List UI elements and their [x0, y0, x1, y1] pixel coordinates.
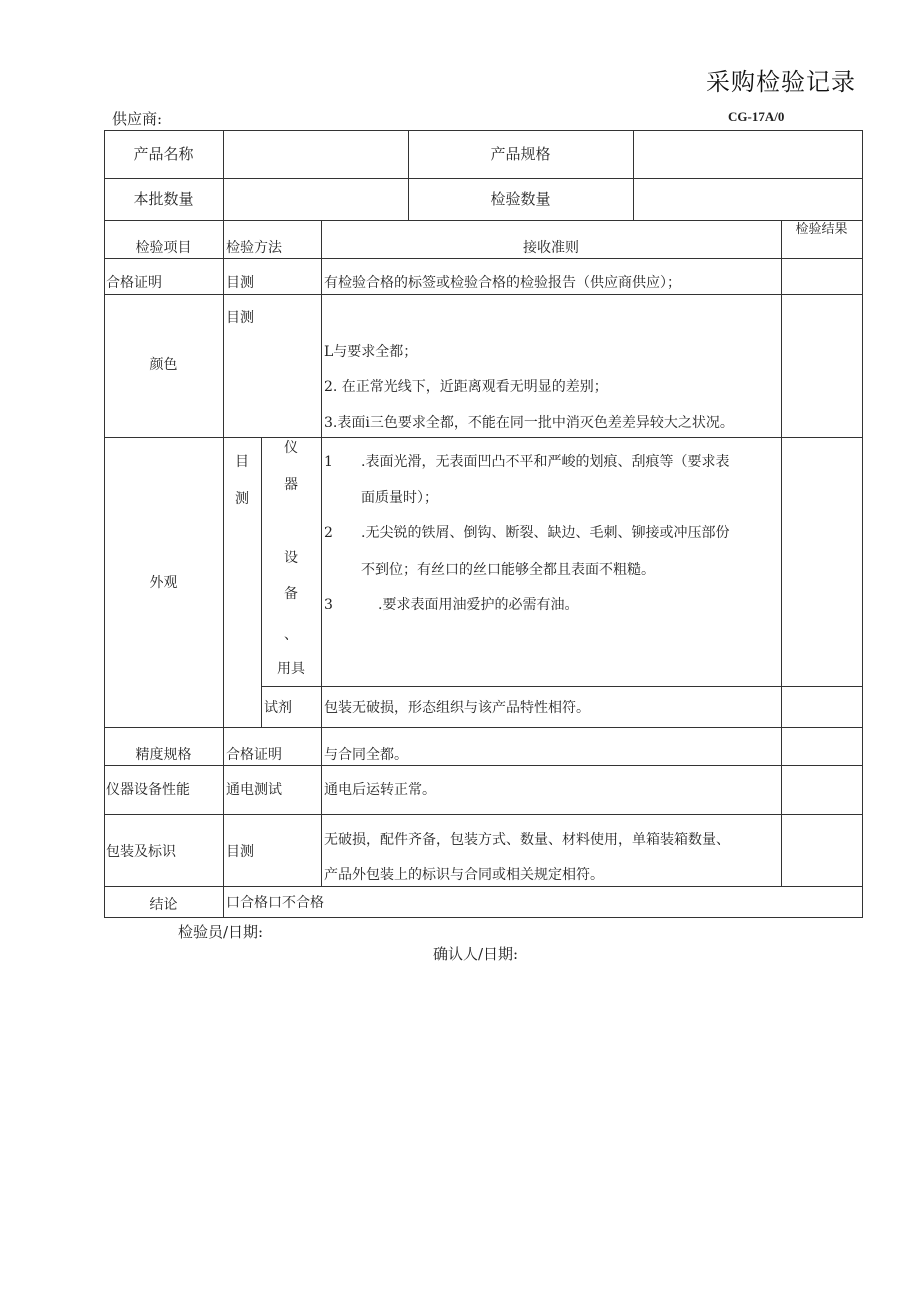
row-color-criteria-1: L与要求全都；: [324, 344, 418, 360]
row-appearance-item: 外观: [149, 575, 178, 591]
row-appearance-criteria-2b: 不到位；有丝口的丝口能够全都且表面不粗糙。: [361, 562, 655, 578]
row-instrument-method: 通电测试: [226, 782, 282, 798]
document-title: 采购检验记录: [706, 68, 856, 96]
row-conclusion-item: 结论: [149, 897, 178, 913]
row-appearance-reagent-criteria: 包装无破损，形态组织与该产品特性相符。: [324, 700, 590, 716]
row-appearance-criteria-1b: 面质量时）；: [361, 490, 438, 506]
row-color-criteria-3: 3.表面i三色要求全都，不能在同一批中消灭色差差异较大之状况。: [324, 415, 734, 431]
row-appearance-method-b-4: 备: [284, 586, 298, 602]
col-header-item: 检验项目: [135, 240, 192, 256]
row-packaging-criteria-2: 产品外包装上的标识与合同或相关规定相符。: [324, 867, 604, 883]
row-appearance-criteria-1a: .表面光滑，无表面凹凸不平和严峻的划痕、刮痕等（要求表: [361, 454, 730, 470]
product-name-label: 产品名称: [133, 145, 194, 163]
row-instrument-criteria: 通电后运转正常。: [324, 782, 436, 798]
row-cert-method: 目测: [226, 275, 254, 291]
row-appearance-method-a-1: 目: [235, 454, 249, 470]
row-appearance-num-2: 2: [324, 525, 333, 541]
row-appearance-reagent: 试剂: [264, 700, 292, 716]
col-header-criteria: 接收准则: [523, 240, 579, 256]
row-appearance-num-3: 3: [324, 597, 333, 613]
row-precision-item: 精度规格: [135, 747, 192, 763]
confirmer-date-label: 确认人/日期:: [433, 945, 519, 963]
row-appearance-method-b-3: 设: [284, 550, 298, 566]
row-packaging-method: 目测: [226, 844, 254, 860]
document-number: CG-17A/0: [728, 109, 785, 124]
inspect-qty-label: 检验数量: [490, 190, 551, 208]
batch-qty-label: 本批数量: [133, 190, 194, 208]
row-appearance-criteria-3: .要求表面用油爱护的必需有油。: [378, 597, 579, 613]
row-precision-criteria: 与合同全都。: [324, 747, 408, 763]
row-appearance-num-1: 1: [324, 454, 333, 470]
row-appearance-method-b-5: 、: [284, 627, 298, 643]
col-header-result: 检验结果: [795, 222, 848, 237]
row-appearance-method-b-2: 器: [284, 477, 298, 493]
row-appearance-method-b-6: 用具: [277, 661, 305, 677]
row-precision-method: 合格证明: [226, 747, 282, 763]
row-appearance-criteria-2a: .无尖锐的铁屑、倒钩、断裂、缺边、毛刺、铆接或冲压部份: [361, 525, 730, 541]
col-header-method: 检验方法: [226, 240, 282, 256]
product-spec-label: 产品规格: [490, 145, 551, 163]
row-conclusion-options[interactable]: 口合格口不合格: [226, 895, 324, 911]
row-packaging-criteria-1: 无破损，配件齐备，包装方式、数量、材料使用，单箱装箱数量、: [324, 832, 730, 848]
row-color-criteria-2: 2. 在正常光线下，近距离观看无明显的差别；: [324, 379, 608, 395]
supplier-label: 供应商:: [112, 110, 163, 128]
row-cert-criteria: 有检验合格的标签或检验合格的检验报告（供应商供应）；: [324, 275, 681, 291]
row-packaging-item: 包装及标识: [106, 844, 176, 860]
inspector-date-label: 检验员/日期:: [178, 923, 264, 941]
row-color-item: 颜色: [149, 357, 178, 373]
row-cert-item: 合格证明: [106, 275, 162, 291]
row-appearance-method-a-2: 测: [235, 491, 249, 507]
row-instrument-item: 仪器设备性能: [106, 782, 190, 798]
row-appearance-method-b-1: 仪: [284, 440, 298, 456]
row-color-method: 目测: [226, 310, 254, 326]
